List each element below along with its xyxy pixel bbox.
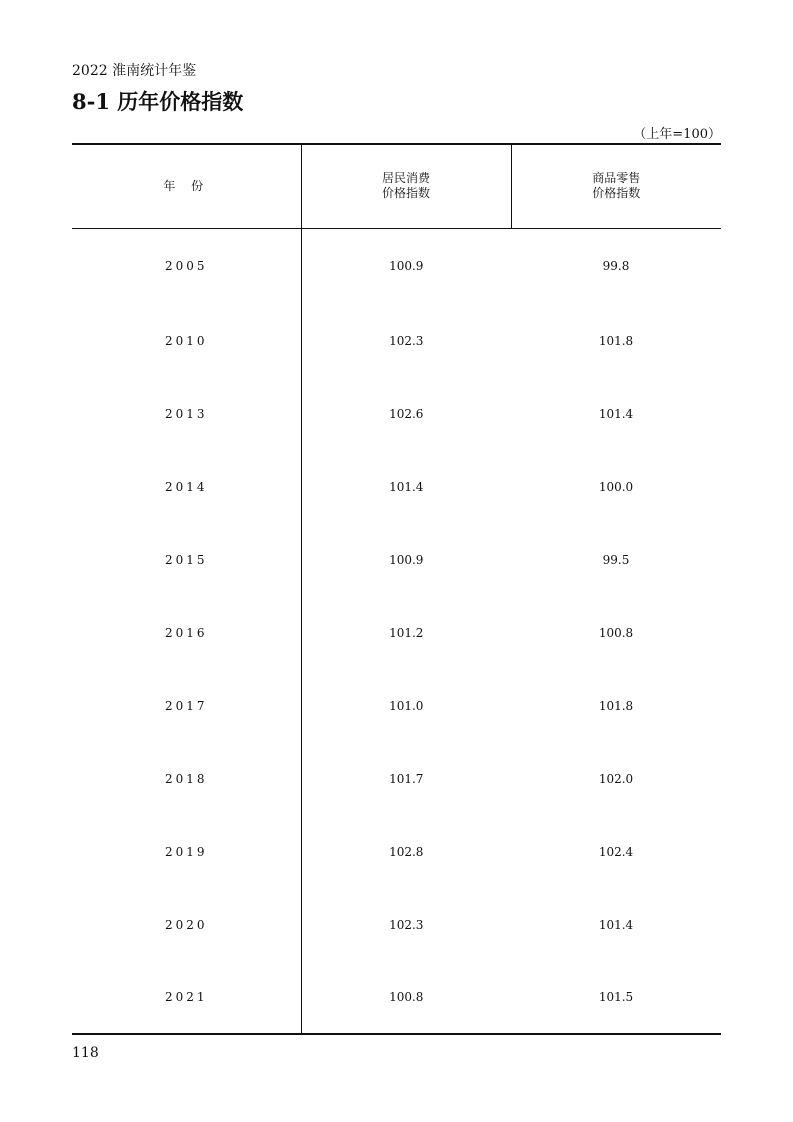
page-number: 118 <box>72 1045 99 1061</box>
rpi-cell: 101.4 <box>598 406 634 421</box>
year-cell: 2018 <box>72 742 301 815</box>
table-row <box>72 888 721 961</box>
rpi-cell: 100.0 <box>598 479 634 494</box>
table-row <box>72 815 721 888</box>
cpi-cell: 102.6 <box>389 406 424 421</box>
year-cell: 2020 <box>72 888 301 961</box>
cpi-cell: 101.2 <box>389 625 424 640</box>
cpi-cell: 100.9 <box>389 259 424 274</box>
price-index-table <box>72 143 721 1032</box>
table-row <box>72 669 721 742</box>
table-row <box>72 228 721 304</box>
column-header-year-label: 年 份 <box>163 178 210 193</box>
rpi-cell: 100.8 <box>598 625 634 640</box>
column-header-rpi-line2: 价格指数 <box>592 186 641 201</box>
column-header-rpi <box>511 144 721 228</box>
year-cell: 2014 <box>72 450 301 523</box>
rpi-cell: 101.8 <box>598 333 634 348</box>
cpi-cell: 100.8 <box>389 990 424 1004</box>
cpi-cell: 102.3 <box>389 333 424 348</box>
column-header-rpi-line1: 商品零售 <box>592 171 641 186</box>
book-title: 2022 淮南统计年鉴 <box>72 63 197 79</box>
table-row <box>72 523 721 596</box>
cpi-cell: 102.3 <box>389 917 424 932</box>
year-cell: 2005 <box>72 228 301 304</box>
rpi-cell: 99.8 <box>602 259 630 274</box>
rpi-cell: 101.5 <box>598 990 634 1004</box>
rpi-cell: 102.0 <box>598 771 634 786</box>
cpi-cell: 101.0 <box>389 698 424 713</box>
cpi-cell: 101.4 <box>389 479 424 494</box>
year-cell: 2021 <box>72 961 301 1034</box>
rpi-cell: 99.5 <box>602 552 630 567</box>
year-cell: 2019 <box>72 815 301 888</box>
year-cell: 2017 <box>72 669 301 742</box>
year-cell: 2016 <box>72 596 301 669</box>
table-row <box>72 742 721 815</box>
rpi-cell: 102.4 <box>598 844 634 859</box>
rpi-cell: 101.8 <box>598 698 634 713</box>
cpi-cell: 102.8 <box>389 844 424 859</box>
table-row <box>72 304 721 377</box>
cpi-cell: 101.7 <box>389 771 424 786</box>
column-header-cpi-line2: 价格指数 <box>381 186 430 201</box>
rpi-cell: 101.4 <box>598 917 634 932</box>
page-title: 8-1 历年价格指数 <box>72 89 244 114</box>
year-cell: 2010 <box>72 304 301 377</box>
column-header-cpi-line1: 居民消费 <box>381 171 430 186</box>
cpi-cell: 100.9 <box>389 552 424 567</box>
year-cell: 2015 <box>72 523 301 596</box>
table-row <box>72 377 721 450</box>
column-header-cpi <box>301 144 511 228</box>
table-row <box>72 450 721 523</box>
table-row <box>72 596 721 669</box>
unit-note: （上年=100） <box>633 127 721 142</box>
table-header-row <box>72 144 721 228</box>
year-cell: 2013 <box>72 377 301 450</box>
table-row <box>72 961 721 1034</box>
column-header-year <box>72 144 301 228</box>
